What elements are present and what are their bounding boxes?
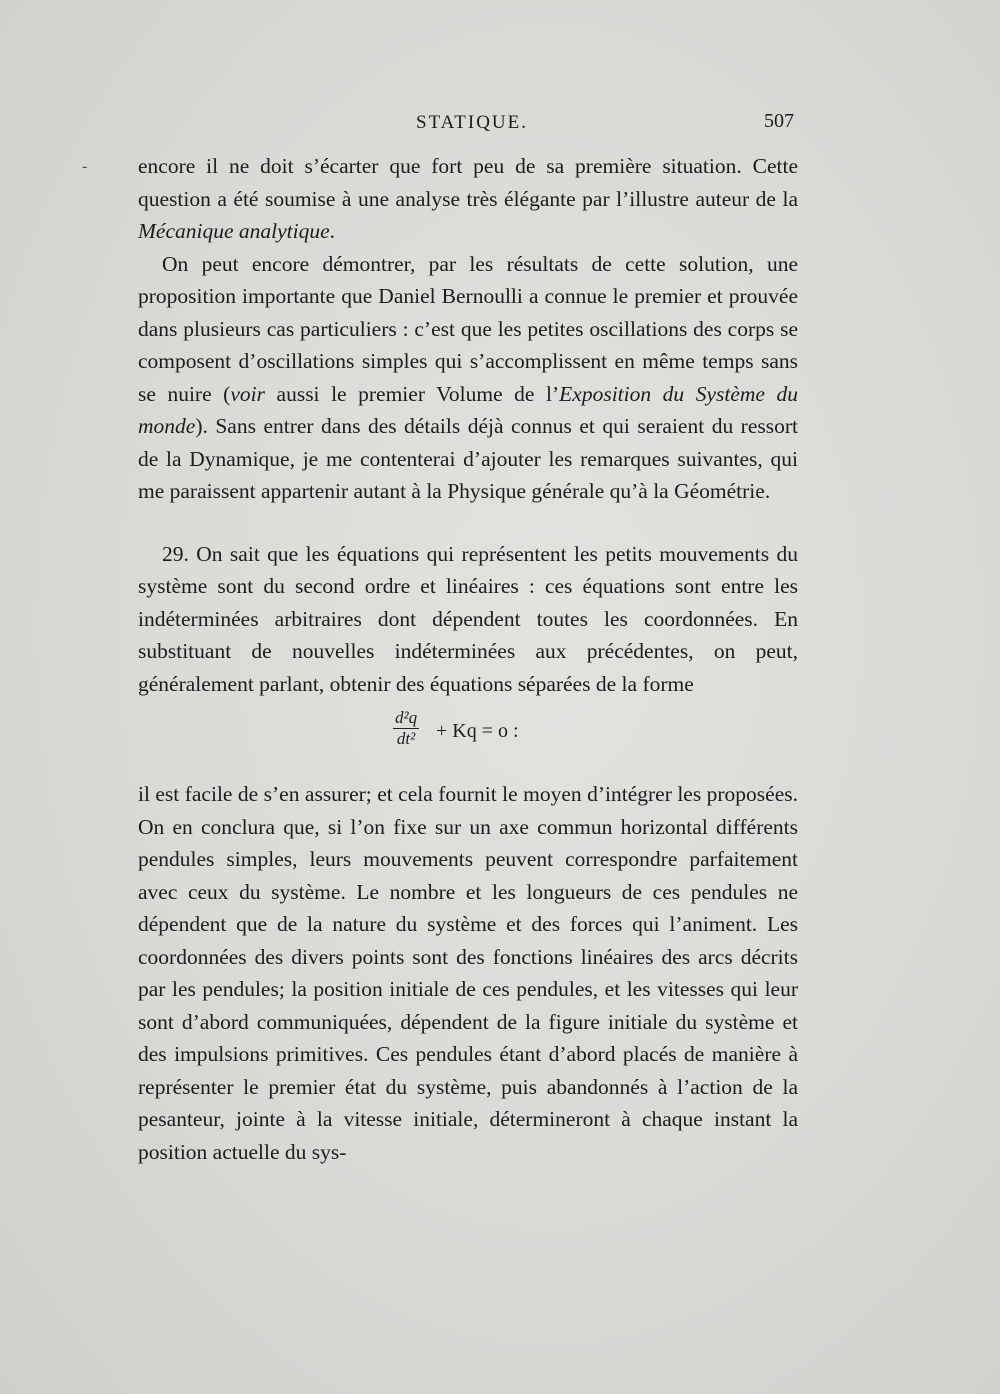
paragraph-3: 29. On sait que les équations qui représentent les petits mouvements du système sont du second ordre et linéaires : ces équations sont entre les indéterminées arbitraires dont dépendent toutes les coordonnées. En substituant de nouvelles indéterminées aux précédentes, on peut, généralement parlant, obtenir des équations séparées de la forme — [138, 541, 798, 696]
fraction-denominator: dt² — [396, 729, 416, 748]
fraction — [393, 708, 419, 749]
running-title: STATIQUE. — [416, 112, 528, 133]
section-number: 29. — [162, 541, 189, 566]
equation — [138, 700, 798, 772]
page-header — [138, 112, 798, 142]
italic-title: Mécanique analytique — [138, 219, 330, 243]
paragraph-1: encore il ne doit s’écarter que fort peu de sa première situation. Cette question a été soumise à une analyse très élégante par l’illustre auteur de la Mécanique analytique. — [138, 154, 798, 243]
margin-mark: - — [82, 158, 88, 175]
paragraph-4: il est facile de s’en assurer; et cela fournit le moyen d’intégrer les proposées. On en conclura que, si l’on fixe sur un axe commun horizontal différents pendules simples, leurs mouvements peuvent correspondre parfaitement avec ceux du système. Le nombre et les longueurs de ces pendules ne dépendent que de la nature du système et des forces qui l’animent. Les coordonnées des divers points sont des fonctions linéaires des arcs décrits par les pendules; la position initiale de ces pendules, et les vitesses qui leur sont d’abord communiquées, dépendent de la figure initiale du système et des impulsions primitives. Ces pendules étant d’abord placés de manière à représenter le premier état du système, puis abandonnés à l’action de la pesanteur, jointe à la vitesse initiale, détermineront à chaque instant la position actuelle du sys- — [138, 782, 798, 1164]
paragraph-2: On peut encore démontrer, par les résultats de cette solution, une proposition importante que Daniel Bernoulli a connue le premier et prouvée dans plusieurs cas particuliers : c’est que les petites oscillations des corps se composent d’oscillations simples qui s’accomplissent en même temps sans se nuire (voir aussi le premier Volume de l’Exposition du Système du monde). Sans entrer dans des détails déjà connus et qui seraient du ressort de la Dynamique, je me contenterai d’ajouter les remarques suivantes, qui me paraissent appartenir autant à la Physique générale qu’à la Géométrie. — [138, 251, 798, 503]
equation-rest: + Kq = o : — [436, 720, 519, 742]
body-text — [138, 150, 798, 1168]
italic-title: Exposition du Système du monde — [138, 381, 798, 438]
section-gap — [138, 508, 798, 538]
page-number: 507 — [764, 110, 794, 132]
fraction-numerator: d²q — [395, 708, 418, 727]
